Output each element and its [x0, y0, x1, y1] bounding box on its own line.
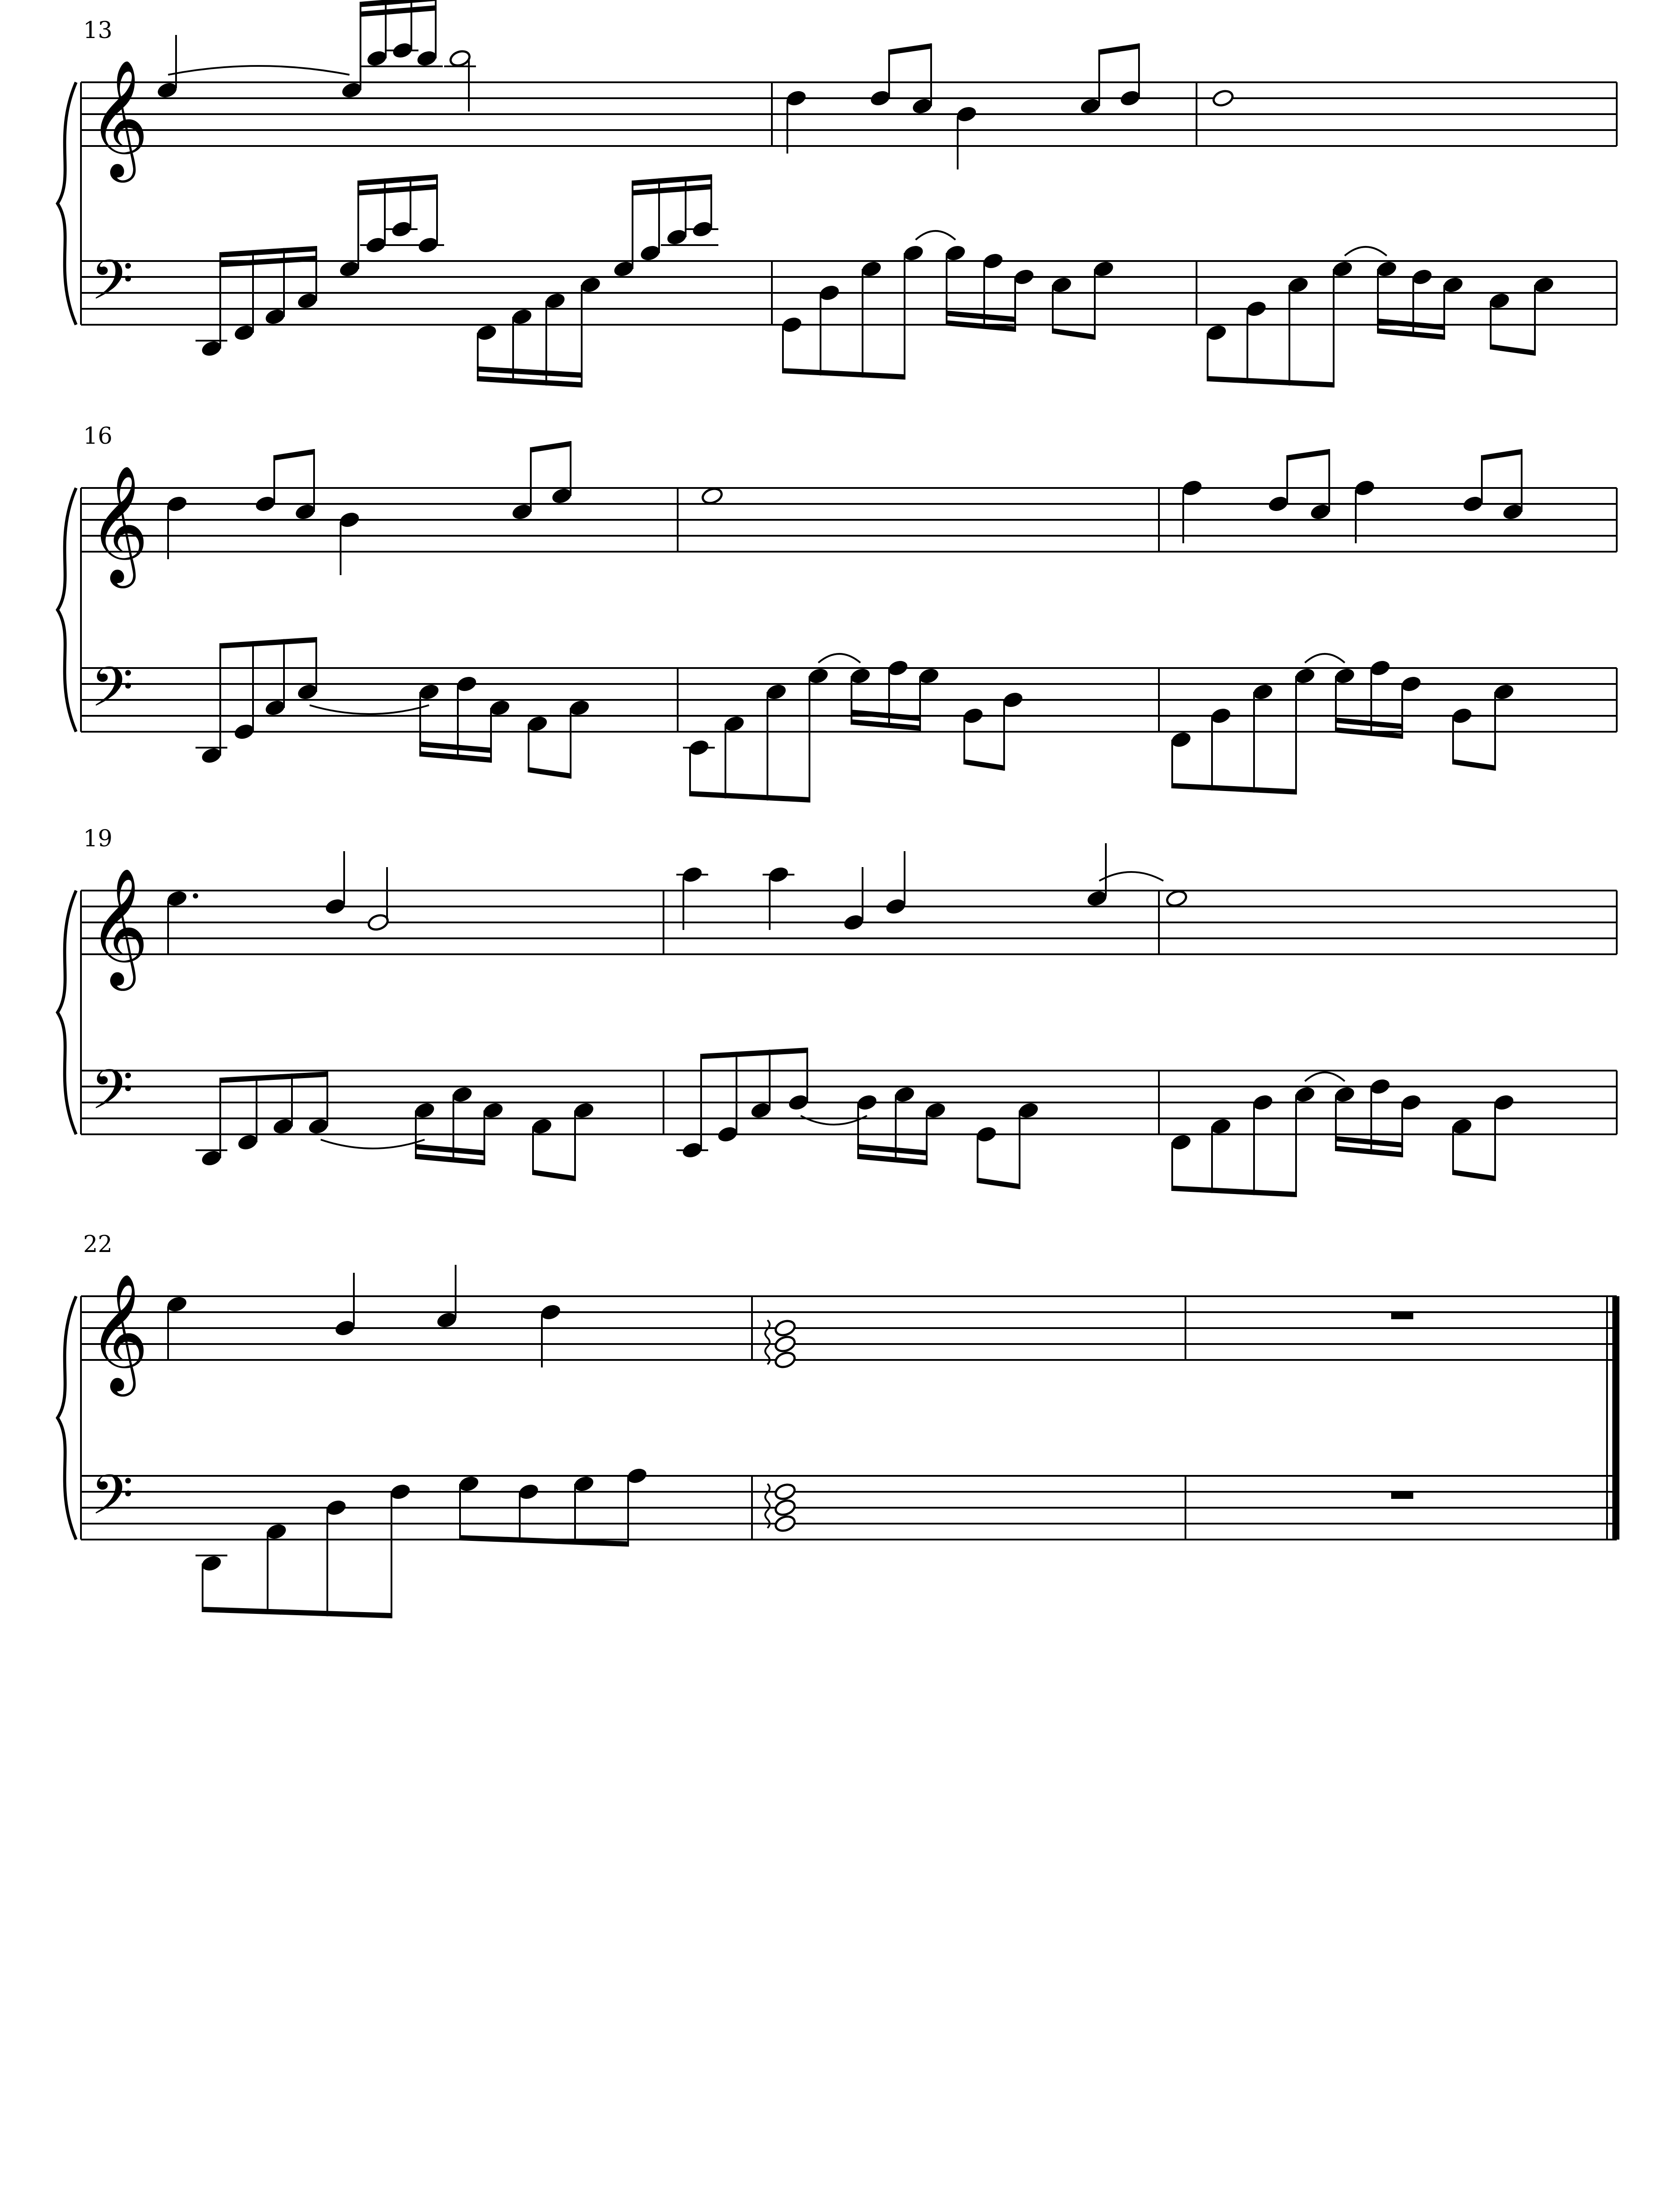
beam — [1453, 1170, 1495, 1181]
beam — [1453, 759, 1495, 771]
beam — [1172, 1186, 1296, 1197]
beam — [529, 767, 571, 779]
final-barline-thick — [1612, 1296, 1619, 1540]
beam — [1482, 449, 1522, 461]
beam — [1287, 449, 1329, 461]
tie — [1345, 247, 1387, 256]
beam — [701, 1048, 807, 1059]
system-4-notes — [165, 1265, 1413, 1618]
tie — [801, 1116, 867, 1125]
brace — [58, 82, 76, 325]
beam — [220, 637, 316, 649]
tie — [1305, 654, 1345, 663]
notehead — [774, 1482, 797, 1501]
arpeggio — [765, 1320, 770, 1364]
tie — [168, 66, 349, 75]
notehead — [774, 1514, 797, 1533]
beam — [978, 1178, 1020, 1189]
beam — [1172, 783, 1296, 795]
arpeggio — [765, 1484, 770, 1528]
beam — [361, 0, 436, 7]
tie — [818, 654, 860, 663]
beam — [1053, 328, 1095, 340]
beam — [220, 256, 316, 267]
beam — [460, 1535, 628, 1547]
system-1 — [58, 17, 1617, 326]
beam — [690, 791, 809, 803]
beam — [531, 441, 571, 453]
system-4 — [58, 1231, 1619, 1540]
whole-rest — [1391, 1312, 1413, 1319]
beam — [1336, 1146, 1402, 1157]
beam — [220, 1071, 327, 1083]
beam — [274, 449, 314, 461]
beam — [633, 174, 711, 186]
beam — [947, 320, 1015, 332]
systems — [58, 0, 1619, 1618]
treble-clef-icon: 𝄞 — [88, 1273, 149, 1391]
notehead — [774, 1318, 797, 1337]
beam — [852, 710, 920, 721]
beam — [1336, 718, 1402, 729]
system-2-notes — [165, 441, 1524, 803]
bass-clef-icon: 𝄢 — [91, 249, 134, 326]
bass-clef-icon: 𝄢 — [91, 1058, 134, 1135]
bass-clef-icon: 𝄢 — [91, 656, 134, 733]
beam — [633, 184, 711, 196]
system-1-notes — [156, 0, 1555, 388]
bass-clef-icon: 𝄢 — [91, 1463, 134, 1540]
beam — [416, 1154, 484, 1165]
beam — [420, 741, 491, 753]
beam — [947, 311, 1015, 322]
beam — [858, 1144, 927, 1156]
tie — [1305, 1072, 1345, 1081]
measure-number: 22 — [83, 1231, 113, 1258]
notehead — [774, 1350, 797, 1369]
beam — [1336, 1136, 1402, 1148]
beam — [533, 1170, 575, 1181]
beam — [858, 1154, 927, 1165]
tie — [916, 231, 955, 240]
notehead — [701, 486, 724, 505]
augmentation-dot — [193, 893, 198, 899]
beam — [889, 43, 931, 55]
beam — [1099, 43, 1139, 55]
brace — [58, 488, 76, 732]
treble-clef-icon: 𝄞 — [88, 59, 149, 177]
measure-number: 13 — [83, 17, 113, 44]
whole-rest — [1391, 1492, 1413, 1499]
notehead — [774, 1334, 797, 1353]
beam — [478, 366, 582, 378]
treble-clef-icon: 𝄞 — [88, 465, 149, 583]
measure-number: 16 — [83, 423, 113, 449]
beam — [964, 759, 1004, 771]
beam — [361, 5, 436, 17]
beam — [203, 1607, 391, 1618]
system-2 — [58, 423, 1617, 733]
beam — [1378, 319, 1444, 330]
tie — [1099, 872, 1163, 881]
brace — [58, 1296, 76, 1540]
beam — [1378, 328, 1444, 340]
beam — [358, 174, 437, 186]
beam — [358, 184, 437, 196]
tie — [310, 705, 429, 714]
beam — [478, 376, 582, 388]
notehead — [774, 1498, 797, 1517]
beam — [1491, 344, 1535, 356]
beam — [1208, 376, 1334, 388]
beam — [1336, 727, 1402, 739]
tie — [321, 1140, 425, 1148]
beam — [420, 751, 491, 763]
beam — [220, 246, 316, 257]
notehead — [1212, 88, 1235, 108]
beam — [416, 1144, 484, 1156]
notehead — [1165, 889, 1188, 908]
beam — [783, 368, 905, 380]
treble-clef-icon: 𝄞 — [88, 868, 149, 986]
brace — [58, 891, 76, 1134]
system-3-notes — [165, 843, 1515, 1197]
beam — [852, 719, 920, 731]
measure-number: 19 — [83, 826, 113, 852]
